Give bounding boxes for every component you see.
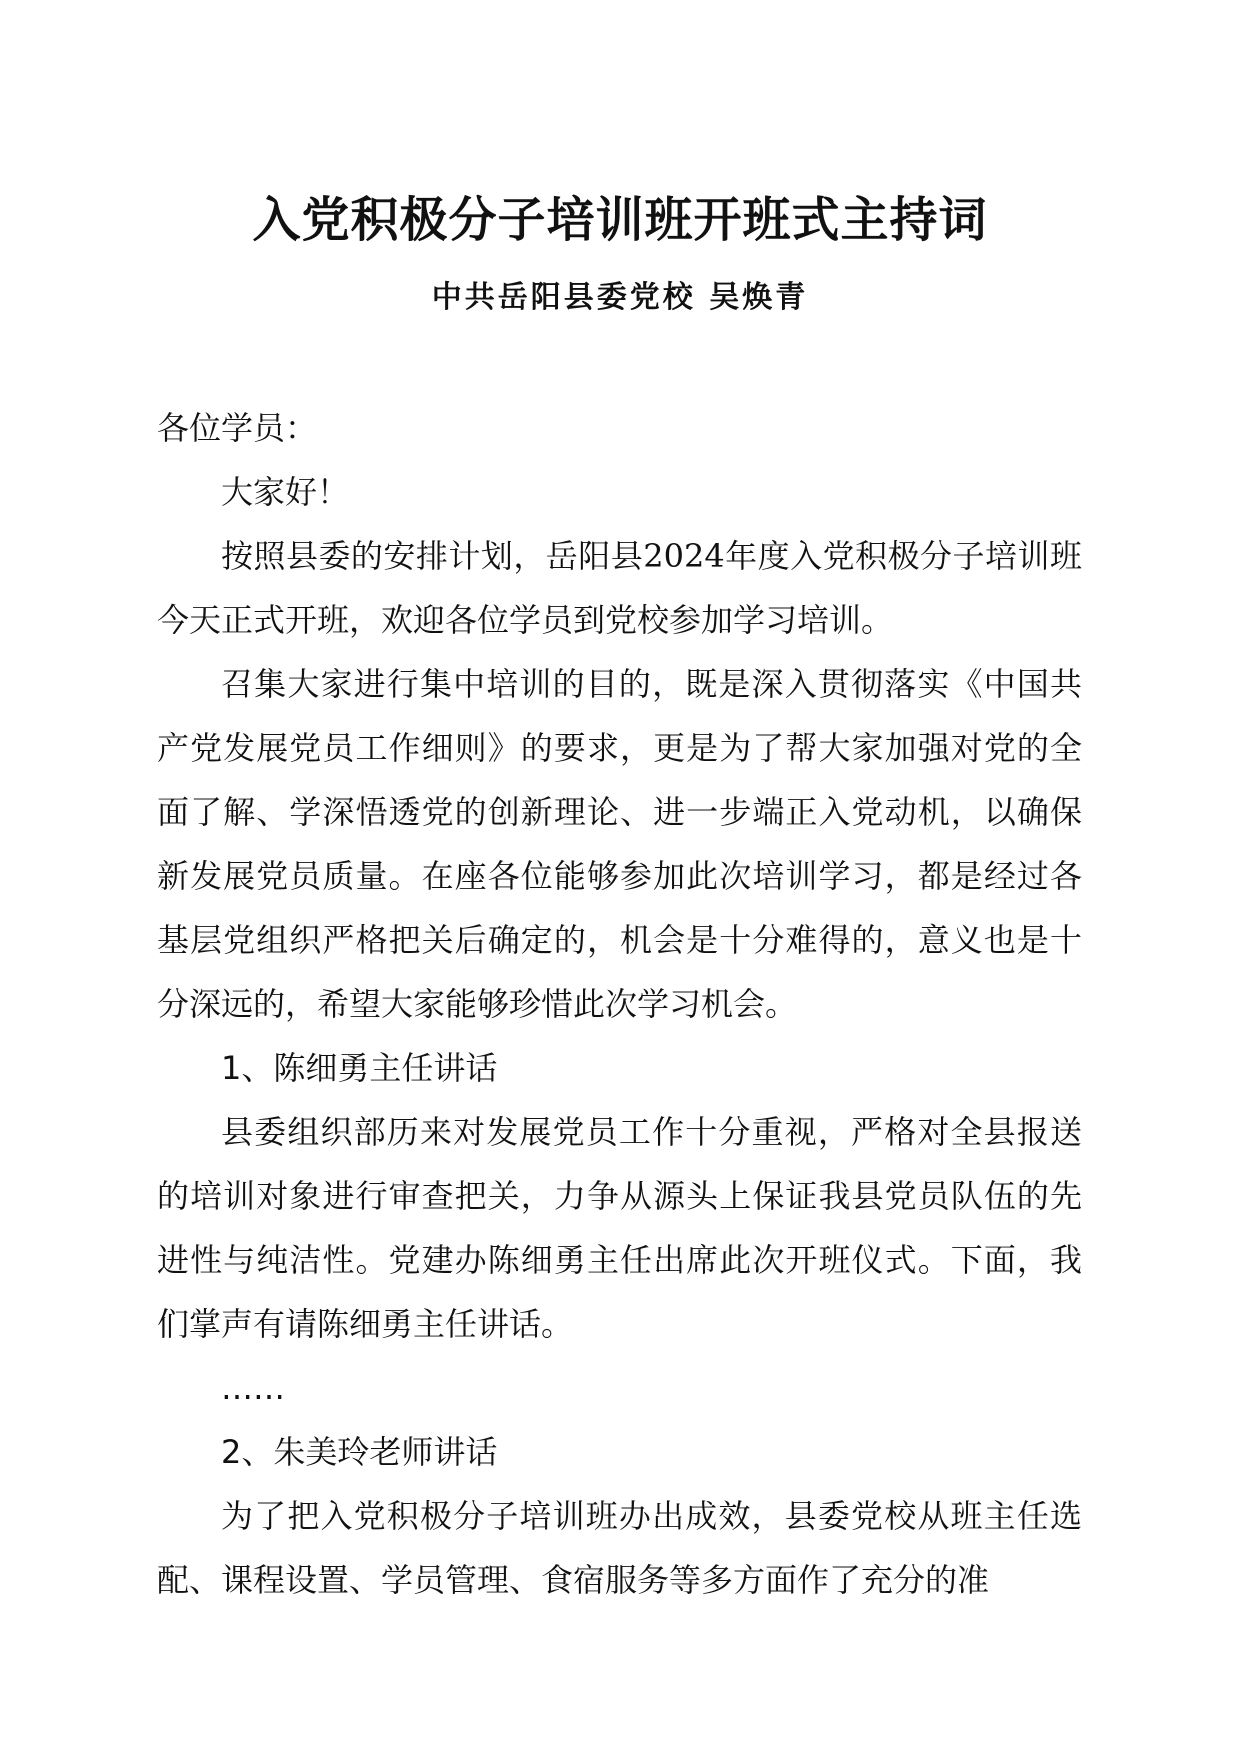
section-1-heading: 1、陈细勇主任讲话 <box>221 1049 498 1087</box>
paragraph-1: 按照县委的安排计划，岳阳县2024年度入党积极分子培训班今天正式开班，欢迎各位学员到党校参加学习培训。 <box>157 537 1082 639</box>
document-body <box>157 396 1082 1612</box>
section-2-heading: 2、朱美玲老师讲话 <box>221 1433 498 1471</box>
paragraph-2: 召集大家进行集中培训的目的，既是深入贯彻落实《中国共产党发展党员工作细则》的要求，更是为了帮大家加强对党的全面了解、学深悟透党的创新理论、进一步端正入党动机，以确保新发展党员质量。在座各位能够参加此次培训学习，都是经过各基层党组织严格把关后确定的，机会是十分难得的，意义也是十分深远的，希望大家能够珍惜此次学习机会。 <box>157 665 1082 1023</box>
ellipsis: …… <box>221 1369 285 1407</box>
greeting: 大家好！ <box>221 473 350 511</box>
document-title: 入党积极分子培训班开班式主持词 <box>252 192 988 248</box>
salutation: 各位学员： <box>157 409 318 447</box>
paragraph-4: 为了把入党积极分子培训班办出成效，县委党校从班主任选配、课程设置、学员管理、食宿服务等多方面作了充分的准 <box>157 1497 1082 1599</box>
paragraph-3: 县委组织部历来对发展党员工作十分重视，严格对全县报送的培训对象进行审查把关，力争从源头上保证我县党员队伍的先进性与纯洁性。党建办陈细勇主任出席此次开班仪式。下面，我们掌声有请陈细勇主任讲话。 <box>157 1113 1082 1343</box>
document-author: 中共岳阳县委党校 吴焕青 <box>431 280 809 315</box>
